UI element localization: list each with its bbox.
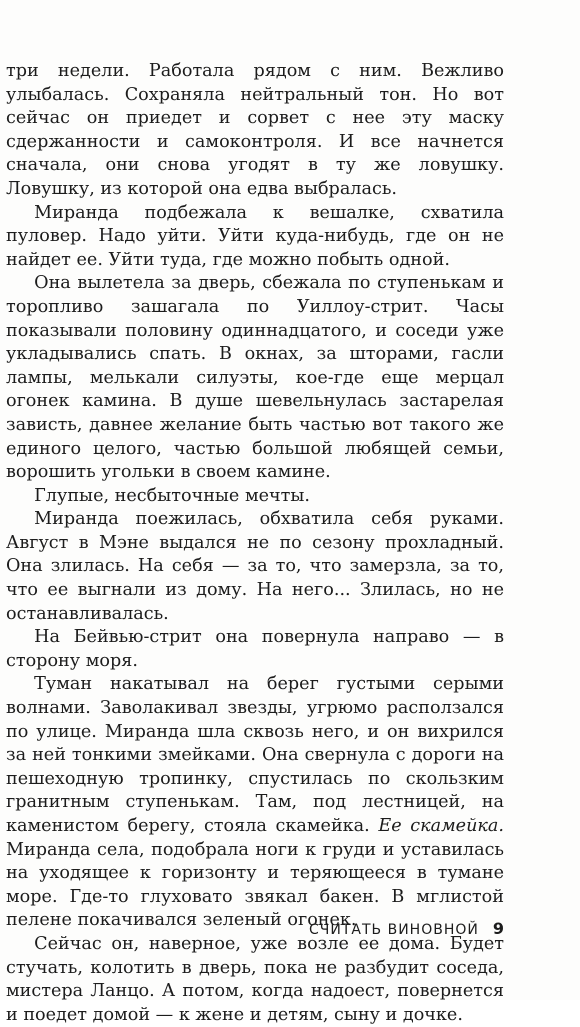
paragraph: Она вылетела за дверь, сбежала по ступенькам и торопливо зашагала по Уиллоу-стрит. Часы показывали половину одиннадцатого, и соседи уже укладывались спать. В окнах, за шторами, гасли лампы, мелькали силуэты, кое-где еще мерцал огонек камина. В душе шевельнулась застарелая зависть, давнее желание быть частью вот такого же единого целого, частью большой любящей семьи, ворошить угольки в своем камине.: [6, 273, 504, 483]
page-footer: [0, 919, 504, 938]
body-text: [6, 60, 504, 1027]
paragraph-text: Миранда села, подобрала ноги к груди и уставилась на уходящее к горизонту и теряющееся в тумане море. Где-то глуховато звякал бакен. В мглистой пелене покачивался зеленый огонек.: [6, 839, 504, 931]
paragraph: Сейчас он, наверное, уже возле ее дома. Будет стучать, колотить в дверь, пока не разбудит соседа, мистера Ланцо. А потом, когда надоест, повернется и поедет домой — к жене и детям, сыну и дочке.: [6, 933, 504, 1025]
paragraph: На Бейвью-стрит она повернула направо — в сторону моря.: [6, 627, 504, 671]
paragraph: Миранда поежилась, обхватила себя руками. Август в Мэне выдался не по сезону прохладный. Она злилась. На себя — за то, что замерзла, за то, что ее выгнали из дому. На него... Злилась, но не останавливалась.: [6, 509, 504, 624]
running-title: СЧИТАТЬ ВИНОВНОЙ: [309, 922, 479, 938]
paragraph: Глупые, несбыточные мечты.: [34, 485, 310, 506]
paragraph: [6, 673, 504, 933]
paragraph: три недели. Работала рядом с ним. Вежливо улыбалась. Сохраняла нейтральный тон. Но вот сейчас он приедет и сорвет с нее эту маску сдержанности и самоконтроля. И все начнется сначала, они снова угодят в ту же ловушку. Ловушку, из которой она едва выбралась.: [6, 61, 504, 199]
paragraph: Миранда подбежала к вешалке, схватила пуловер. Надо уйти. Уйти куда-нибудь, где он не найдет ее. Уйти туда, где можно побыть одной.: [6, 202, 504, 270]
paragraph-text: Туман накатывал на берег густыми серыми волнами. Заволакивал звезды, угрюмо расползался по улице. Миранда шла сквозь него, и он вихрился за ней тонкими змейками. Она свернула с дороги на пешеходную тропинку, спустилась по скользким гранитным ступенькам. Там, под лестницей, на каменистом берегу, стояла скамейка.: [6, 674, 504, 836]
page-number: 9: [492, 919, 504, 938]
emphasized-text: Ее скамейка.: [378, 816, 504, 836]
